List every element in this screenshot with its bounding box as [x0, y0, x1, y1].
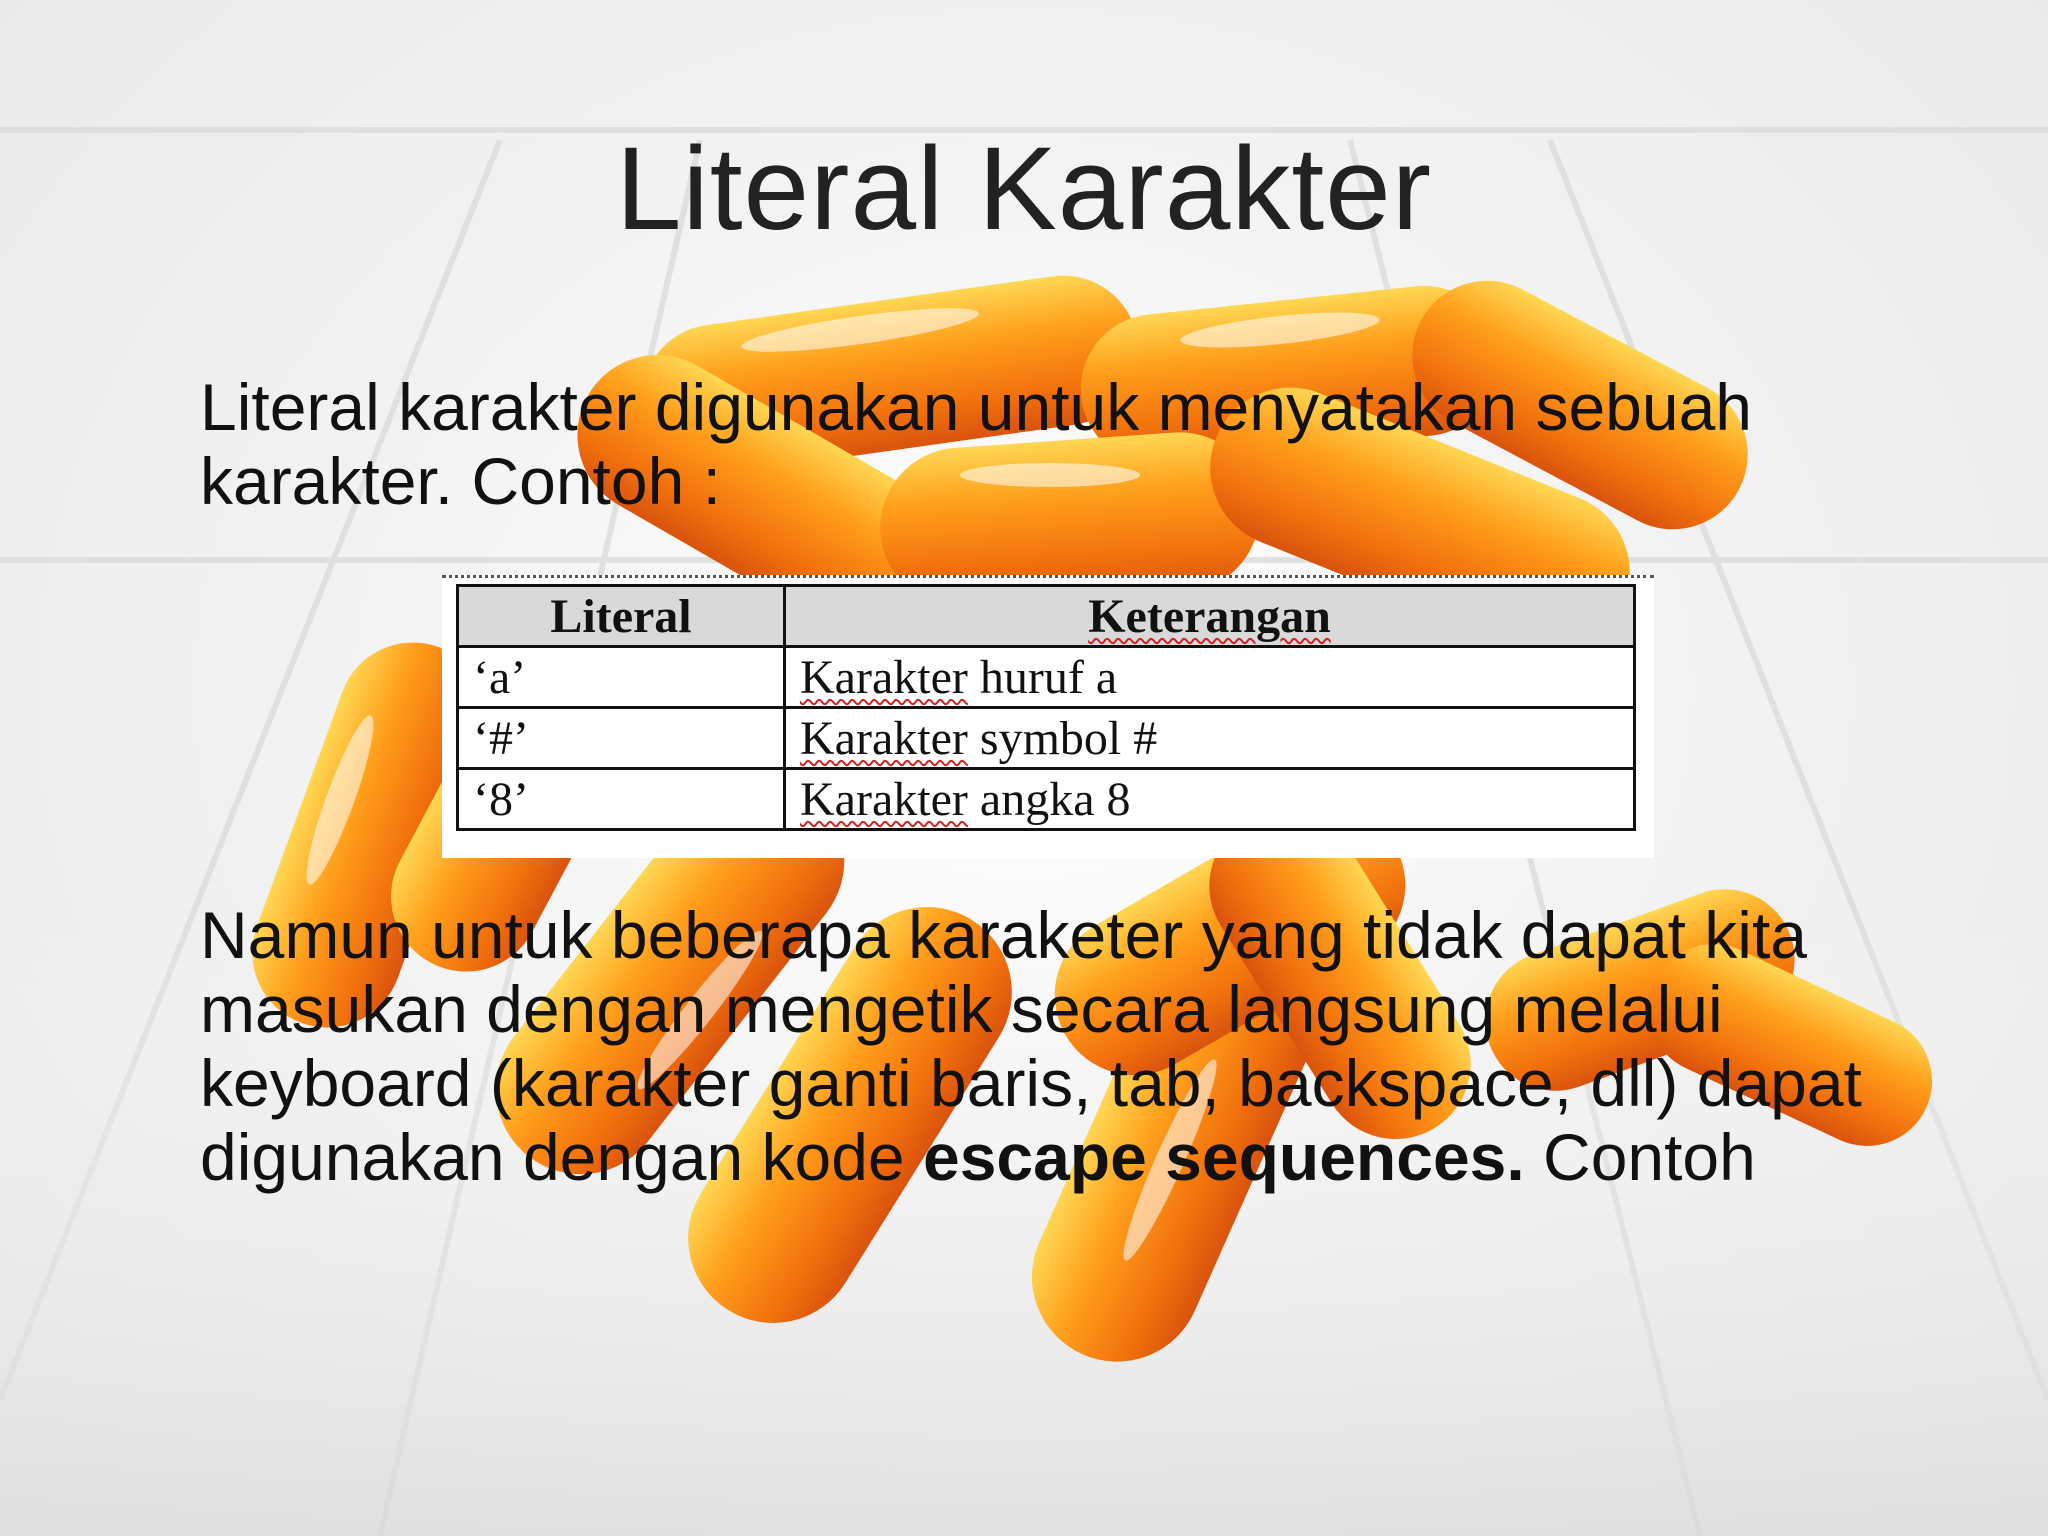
- desc-word: Karakter: [800, 711, 968, 765]
- desc-rest: symbol #: [967, 711, 1158, 765]
- table-row: [458, 769, 1635, 830]
- table-row: [458, 647, 1635, 708]
- table-row: [458, 708, 1635, 769]
- desc-word: Karakter: [800, 650, 968, 704]
- escape-sequences-paragraph: [200, 898, 1960, 1194]
- cell-literal: ‘a’: [458, 647, 785, 708]
- header-keterangan: [785, 586, 1635, 647]
- cell-literal: ‘#’: [458, 708, 785, 769]
- body-text-before: Namun untuk beberapa karaketer yang tidak dapat kita masukan dengan mengetik secara langsung melalui keyboard (karakter ganti baris, tab, backspace, dll) dapat digunakan dengan kode: [200, 898, 1862, 1194]
- literal-table-container: [442, 575, 1654, 858]
- cell-literal: ‘8’: [458, 769, 785, 830]
- body-text-after: Contoh: [1524, 1120, 1756, 1194]
- slide-title: Literal Karakter: [615, 123, 1433, 255]
- desc-rest: angka 8: [967, 772, 1131, 826]
- body-text-bold: escape sequences.: [922, 1120, 1525, 1194]
- header-keterangan-label: Keterangan: [1088, 589, 1331, 643]
- literal-table: [456, 584, 1636, 831]
- cell-description: [785, 769, 1635, 830]
- desc-word: Karakter: [800, 772, 968, 826]
- intro-paragraph: Literal karakter digunakan untuk menyatakan sebuah karakter. Contoh :: [200, 370, 1752, 518]
- table-header-row: [458, 586, 1635, 647]
- cell-description: [785, 647, 1635, 708]
- cell-description: [785, 708, 1635, 769]
- desc-rest: huruf a: [967, 650, 1118, 704]
- header-literal: Literal: [458, 586, 785, 647]
